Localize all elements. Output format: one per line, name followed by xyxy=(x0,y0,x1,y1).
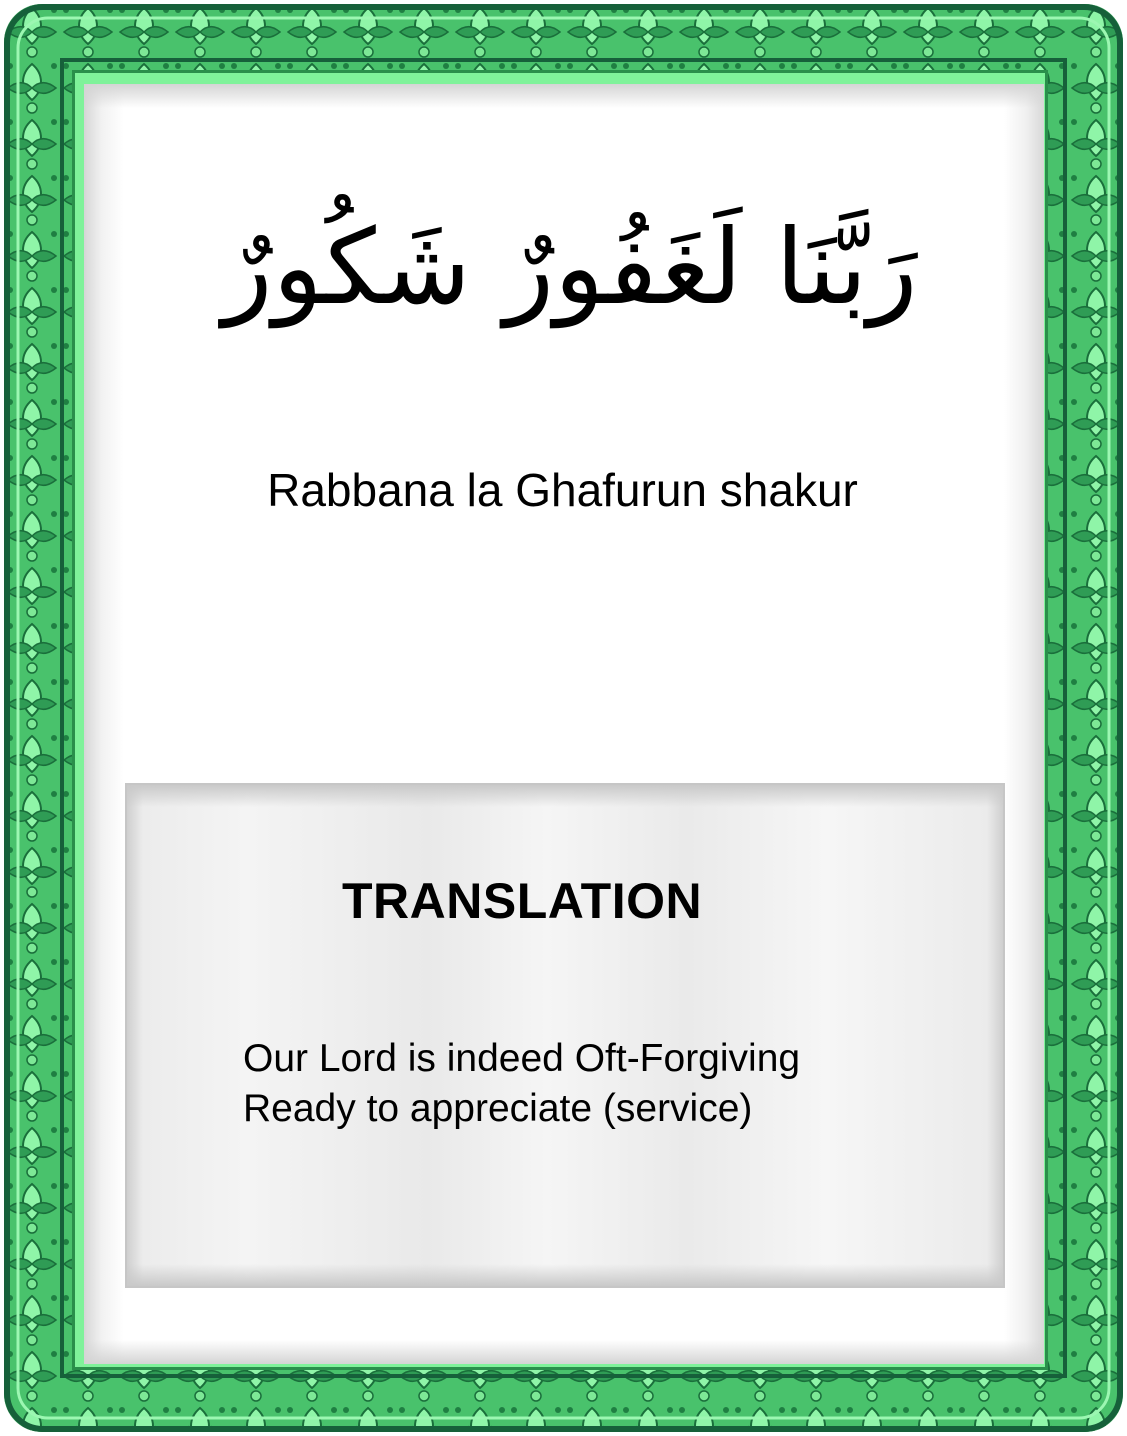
transliteration-text: Rabbana la Ghafurun shakur xyxy=(267,464,858,516)
arabic-dua-text: رَبَّنَا لَغَفُورٌ شَكُورٌ xyxy=(222,206,918,328)
translation-line-2: Ready to appreciate (service) xyxy=(243,1087,753,1130)
translation-heading: TRANSLATION xyxy=(342,873,703,929)
translation-line-1: Our Lord is indeed Oft-Forgiving xyxy=(243,1037,801,1080)
translation-box xyxy=(125,783,1005,1288)
